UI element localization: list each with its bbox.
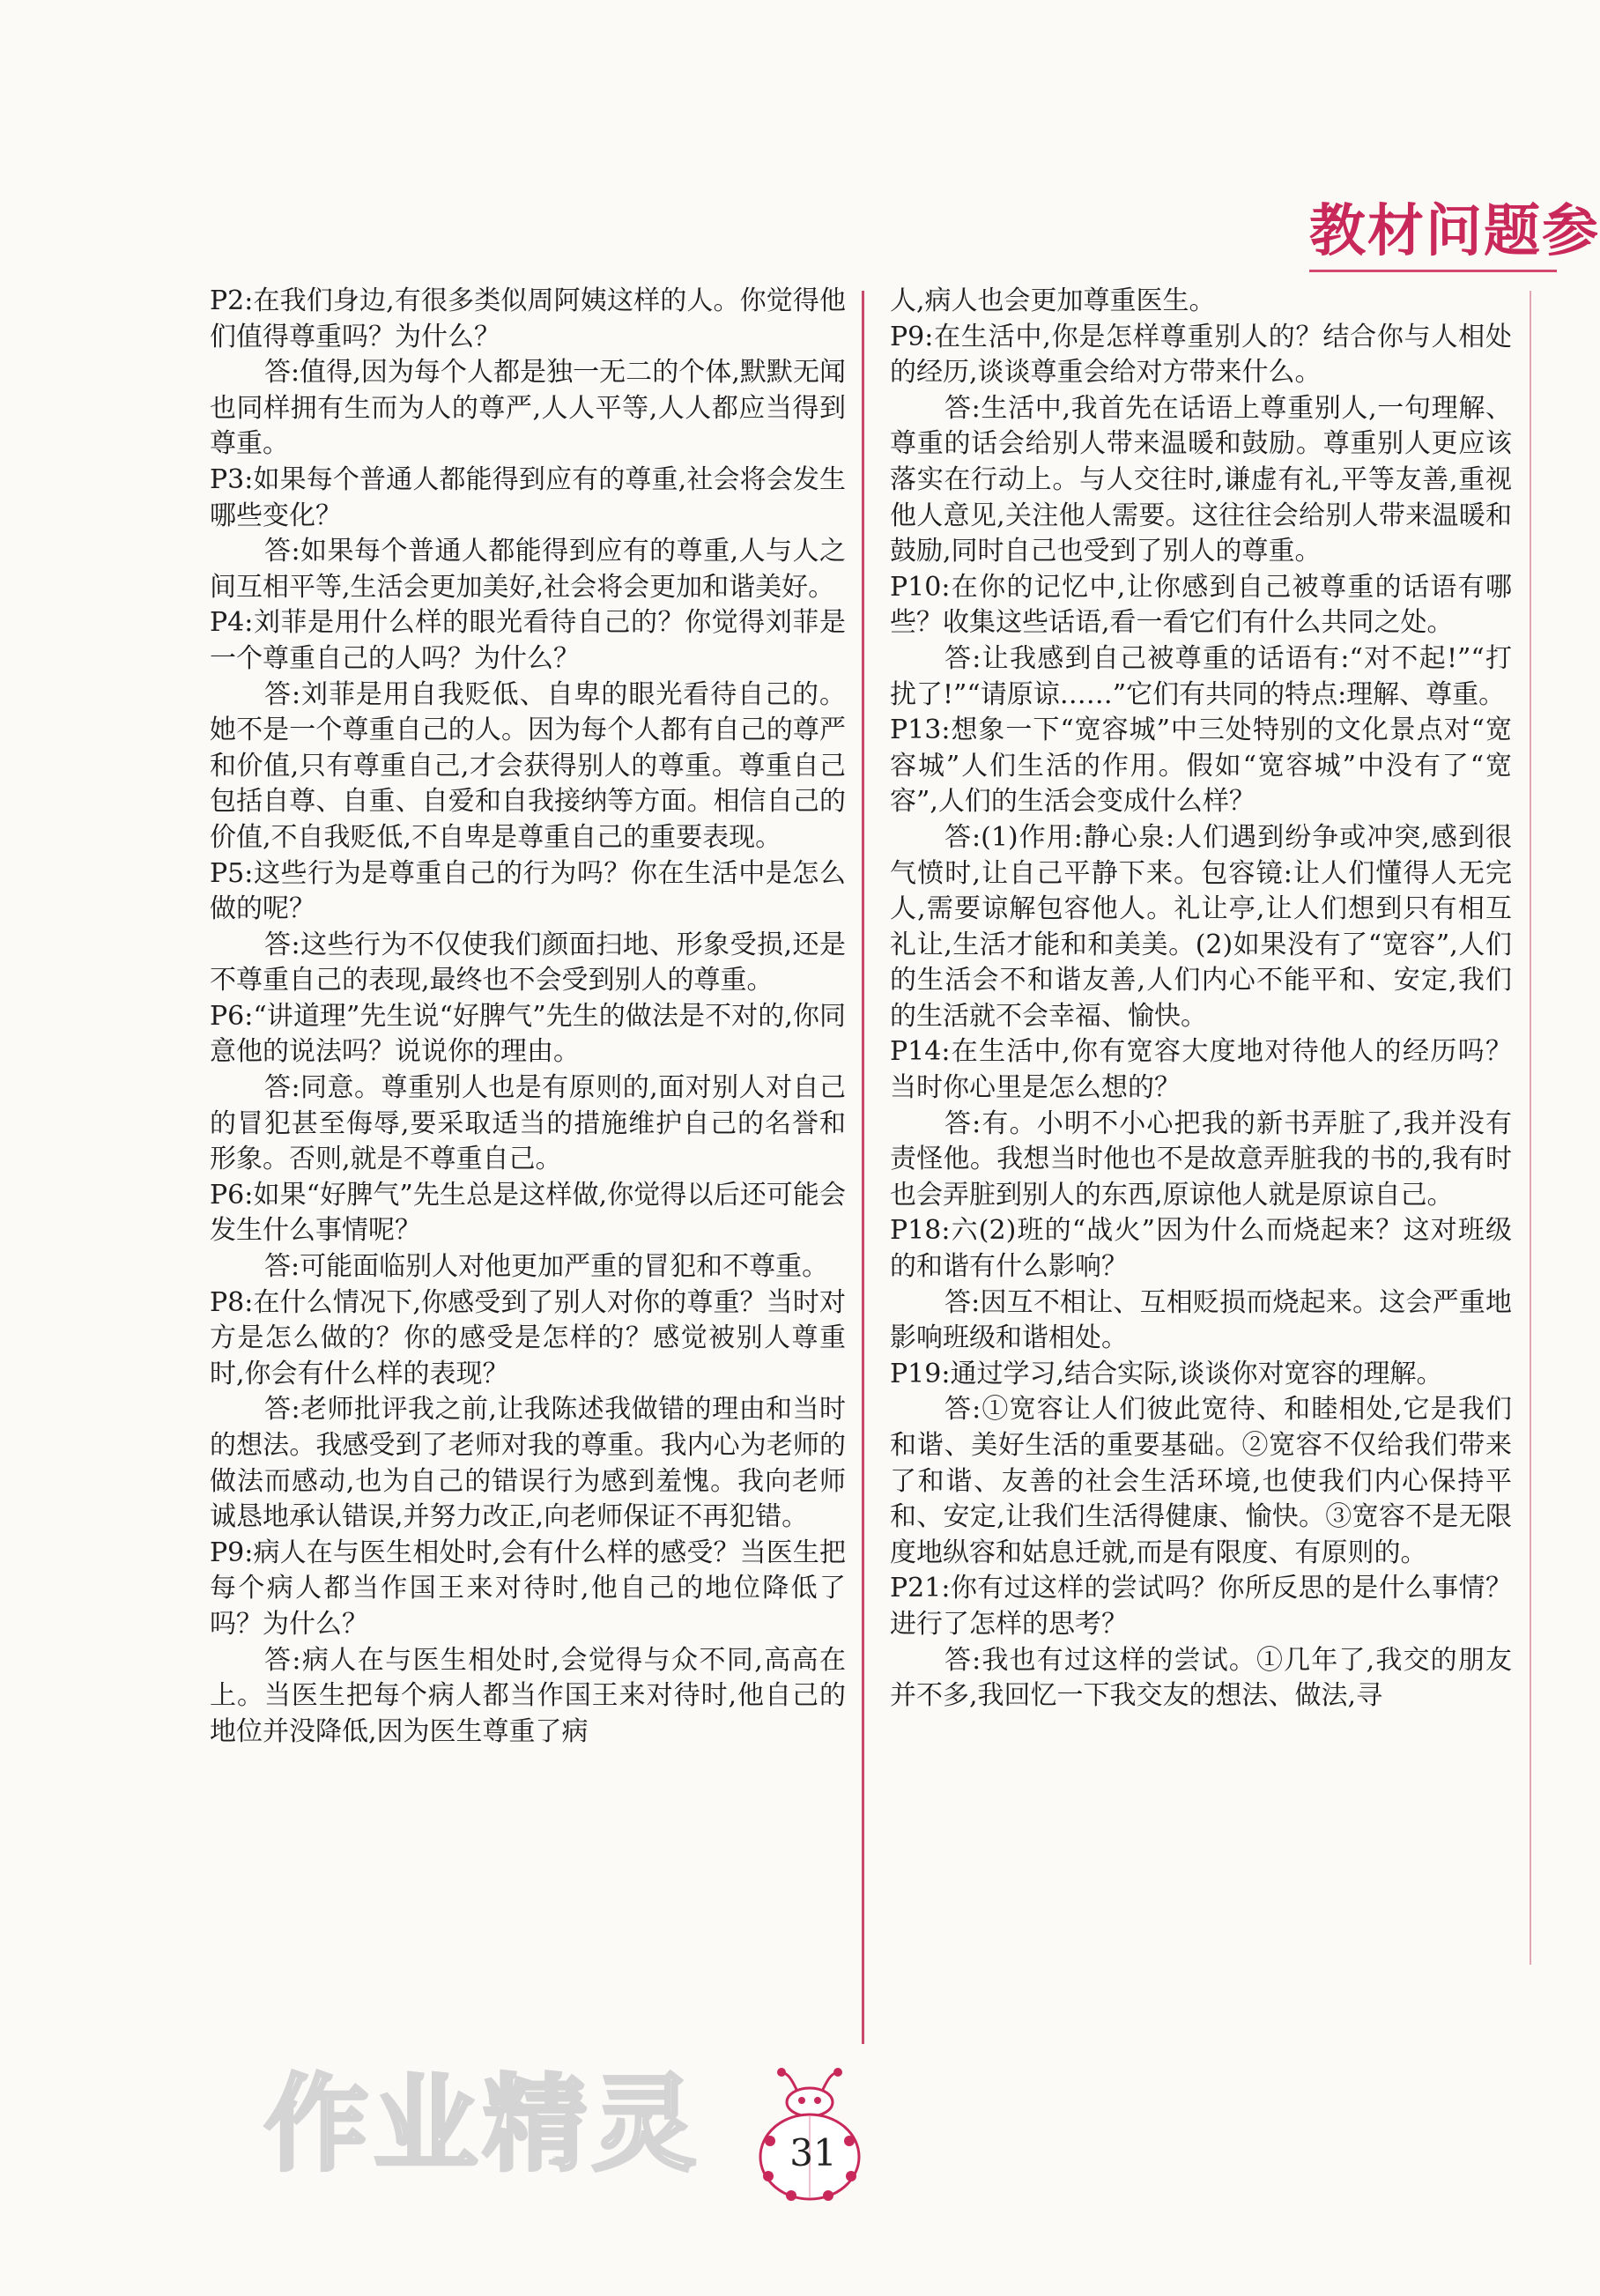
answer-text: 答:有。小明不小心把我的新书弄脏了,我并没有责怪他。我想当时他也不是故意弄脏我的书的,我有时也会弄脏到别人的东西,原谅他人就是原谅自己。	[890, 1107, 1512, 1211]
question-text: P5:这些行为是尊重自己的行为吗？你在生活中是怎么做的呢？	[210, 857, 846, 925]
answer-text: 答:病人在与医生相处时,会觉得与众不同,高高在上。当医生把每个病人都当作国王来对待时,他自己的地位并没降低,因为医生尊重了病	[210, 1644, 846, 1747]
answer-text: 答:让我感到自己被尊重的话语有:“对不起!”“打扰了!”“请原谅……”它们有共同的特点:理解、尊重。	[890, 642, 1512, 710]
question-text: P9:病人在与医生相处时,会有什么样的感受？当医生把每个病人都当作国王来对待时,他自己的地位降低了吗？为什么？	[210, 1537, 846, 1640]
section-title: 教材问题参	[1309, 199, 1600, 264]
answer-text: 答:(1)作用:静心泉:人们遇到纷争或冲突,感到很气愤时,让自己平静下来。包容镜:让人们懂得人无完人,需要谅解包容他人。礼让亭,让人们想到只有相互礼让,生活才能和和美美。(2)如果没有了“宽容”,人们的生活会不和谐友善,人们内心不能平和、安定,我们的生活就不会幸福、愉快。	[890, 821, 1512, 1032]
page-number: 31	[789, 2131, 837, 2174]
question-text: P9:在生活中,你是怎样尊重别人的？结合你与人相处的经历,谈谈尊重会给对方带来什么。	[890, 321, 1512, 389]
question-text: P6:“讲道理”先生说“好脾气”先生的做法是不对的,你同意他的说法吗？说说你的理由。	[210, 1000, 846, 1068]
column-divider	[862, 291, 864, 2044]
answer-text: 答:这些行为不仅使我们颜面扫地、形象受损,还是不尊重自己的表现,最终也不会受到别人的尊重。	[210, 929, 846, 996]
title-underline	[1309, 270, 1557, 272]
question-text: P6:如果“好脾气”先生总是这样做,你觉得以后还可能会发生什么事情呢？	[210, 1179, 846, 1247]
question-text: P21:你有过这样的尝试吗？你所反思的是什么事情？进行了怎样的思考？	[890, 1573, 1512, 1640]
answer-text: 答:生活中,我首先在话语上尊重别人,一句理解、尊重的话会给别人带来温暖和鼓励。尊重别人更应该落实在行动上。与人交往时,谦虚有礼,平等友善,重视他人意见,关注他人需要。这往往会给别人带来温暖和鼓励,同时自己也受到了别人的尊重。	[890, 392, 1512, 567]
question-text: P3:如果每个普通人都能得到应有的尊重,社会将会发生哪些变化？	[210, 463, 846, 531]
answer-text: 答:如果每个普通人都能得到应有的尊重,人与人之间互相平等,生活会更加美好,社会将会更加和谐美好。	[210, 536, 846, 603]
answer-text: 答:我也有过这样的尝试。①几年了,我交的朋友并不多,我回忆一下我交友的想法、做法,寻	[890, 1644, 1512, 1712]
right-column	[890, 284, 1512, 1715]
svg-text:作业精灵: 作业精灵	[264, 2063, 702, 2185]
page-edge-line	[1530, 291, 1531, 1965]
question-text: P14:在生活中,你有宽容大度地对待他人的经历吗？当时你心里是怎么想的？	[890, 1036, 1512, 1104]
question-text: P13:想象一下“宽容城”中三处特别的文化景点对“宽容城”人们生活的作用。假如“宽容城”中没有了“宽容”,人们的生活会变成什么样？	[890, 715, 1512, 818]
question-text: P19:通过学习,结合实际,谈谈你对宽容的理解。	[890, 1358, 1443, 1389]
continued-text: 人,病人也会更加尊重医生。	[890, 285, 1216, 316]
watermark-logo	[256, 2053, 714, 2185]
answer-text: 答:同意。尊重别人也是有原则的,面对别人对自己的冒犯甚至侮辱,要采取适当的措施维护自己的名誉和形象。否则,就是不尊重自己。	[210, 1072, 846, 1175]
question-text: P4:刘菲是用什么样的眼光看待自己的？你觉得刘菲是一个尊重自己的人吗？为什么？	[210, 607, 846, 674]
answer-text: 答:①宽容让人们彼此宽待、和睦相处,它是我们和谐、美好生活的重要基础。②宽容不仅给我们带来了和谐、友善的社会生活环境,也使我们内心保持平和、安定,让我们生活得健康、愉快。③宽容不是无限度地纵容和姑息迁就,而是有限度、有原则的。	[890, 1394, 1512, 1568]
question-text: P2:在我们身边,有很多类似周阿姨这样的人。你觉得他们值得尊重吗？为什么？	[210, 285, 846, 352]
answer-text: 答:刘菲是用自我贬低、自卑的眼光看待自己的。她不是一个尊重自己的人。因为每个人都有自己的尊严和价值,只有尊重自己,才会获得别人的尊重。尊重自己包括自尊、自重、自爱和自我接纳等方面。相信自己的价值,不自我贬低,不自卑是尊重自己的重要表现。	[210, 678, 846, 853]
answer-text: 答:因互不相让、互相贬损而烧起来。这会严重地影响班级和谐相处。	[890, 1286, 1512, 1354]
question-text: P18:六(2)班的“战火”因为什么而烧起来？这对班级的和谐有什么影响？	[890, 1215, 1512, 1283]
answer-text: 答:值得,因为每个人都是独一无二的个体,默默无闻也同样拥有生而为人的尊严,人人平等,人人都应当得到尊重。	[210, 357, 846, 460]
question-text: P10:在你的记忆中,让你感到自己被尊重的话语有哪些？收集这些话语,看一看它们有什么共同之处。	[890, 571, 1512, 639]
answer-text: 答:老师批评我之前,让我陈述我做错的理由和当时的想法。我感受到了老师对我的尊重。我内心为老师的做法而感动,也为自己的错误行为感到羞愧。我向老师诚恳地承认错误,并努力改正,向老师保证不再犯错。	[210, 1394, 846, 1533]
answer-text: 答:可能面临别人对他更加严重的冒犯和不尊重。	[264, 1251, 829, 1283]
question-text: P8:在什么情况下,你感受到了别人对你的尊重？当时对方是怎么做的？你的感受是怎样的？感觉被别人尊重时,你会有什么样的表现？	[210, 1286, 846, 1389]
left-column	[210, 284, 846, 1750]
